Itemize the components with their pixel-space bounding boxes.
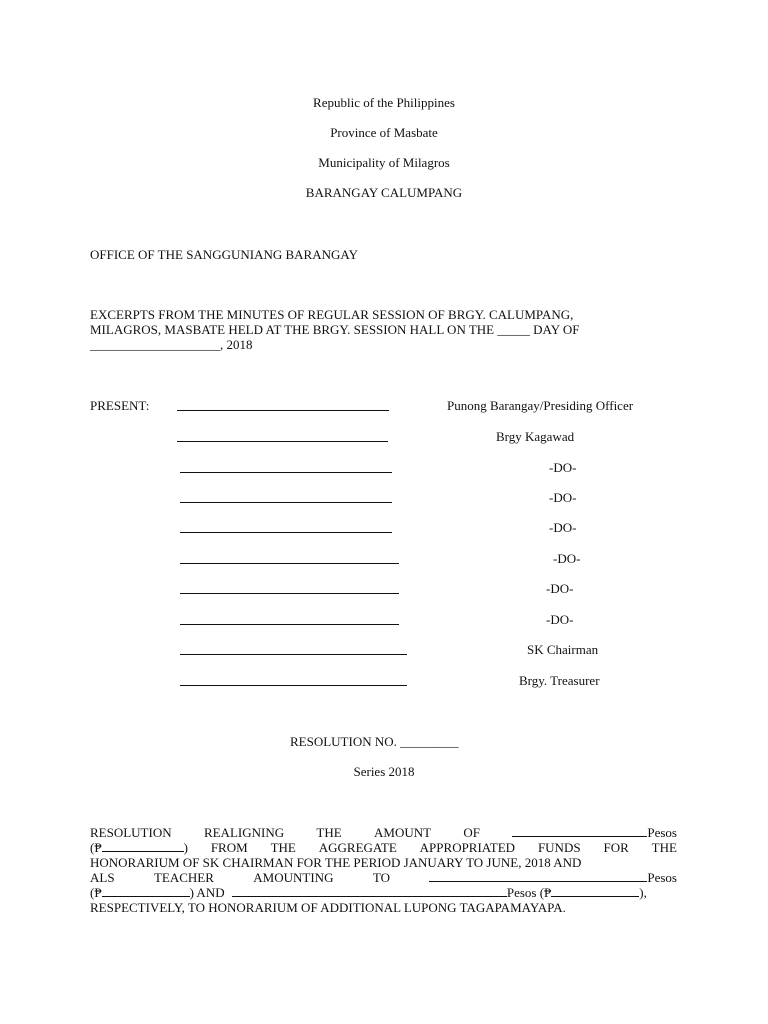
header-municipality: Municipality of Milagros [318, 155, 450, 170]
role-sk-chairman: SK Chairman [527, 642, 599, 657]
header-barangay: BARANGAY CALUMPANG [305, 185, 463, 200]
role-treasurer: Brgy. Treasurer [519, 673, 600, 688]
header-republic: Republic of the Philippines [313, 95, 455, 110]
role-do: -DO- [549, 460, 577, 475]
present-label: PRESENT: [90, 398, 150, 413]
signature-line [180, 472, 392, 473]
signature-line [180, 624, 399, 625]
office-title: OFFICE OF THE SANGGUNIANG BARANGAY [90, 247, 358, 262]
excerpt-line-3: ____________________, 2018 [90, 337, 253, 352]
role-do: -DO- [549, 520, 577, 535]
body-line-2: (₱ ) FROM THE AGGREGATE APPROPRIATED FUNDS FOR THE [90, 840, 677, 855]
role-do: -DO- [549, 490, 577, 505]
signature-line [177, 441, 388, 442]
excerpt-paragraph [90, 307, 677, 352]
body-line-4: ALS TEACHER AMOUNTING TO Pesos [90, 870, 677, 885]
signature-line [180, 563, 399, 564]
role-do: -DO- [553, 551, 581, 566]
excerpt-line-2: MILAGROS, MASBATE HELD AT THE BRGY. SESSION HALL ON THE _____ DAY OF [90, 322, 580, 337]
body-line-6: RESPECTIVELY, TO HONORARIUM OF ADDITIONAL LUPONG TAGAPAMAYAPA. [90, 900, 566, 915]
signature-line [180, 593, 399, 594]
role-kagawad: Brgy Kagawad [496, 429, 575, 444]
resolution-body [90, 825, 677, 915]
header-province: Province of Masbate [330, 125, 438, 140]
body-line-5: (₱ ) AND Pesos (₱ ), [90, 885, 647, 900]
resolution-series: Series 2018 [353, 764, 415, 779]
body-line-3: HONORARIUM OF SK CHAIRMAN FOR THE PERIOD JANUARY TO JUNE, 2018 AND [90, 855, 582, 870]
role-do: -DO- [546, 612, 574, 627]
excerpt-line-1: EXCERPTS FROM THE MINUTES OF REGULAR SESSION OF BRGY. CALUMPANG, [90, 307, 574, 322]
signature-line [180, 654, 407, 655]
body-line-1: RESOLUTION REALIGNING THE AMOUNT OF Pesos [90, 825, 677, 840]
role-do: -DO- [546, 581, 574, 596]
role-punong-barangay: Punong Barangay/Presiding Officer [447, 398, 634, 413]
signature-line [180, 502, 392, 503]
signature-line [180, 532, 392, 533]
signature-line [180, 685, 407, 686]
resolution-number: RESOLUTION NO. _________ [290, 734, 459, 749]
signature-line [177, 410, 389, 411]
